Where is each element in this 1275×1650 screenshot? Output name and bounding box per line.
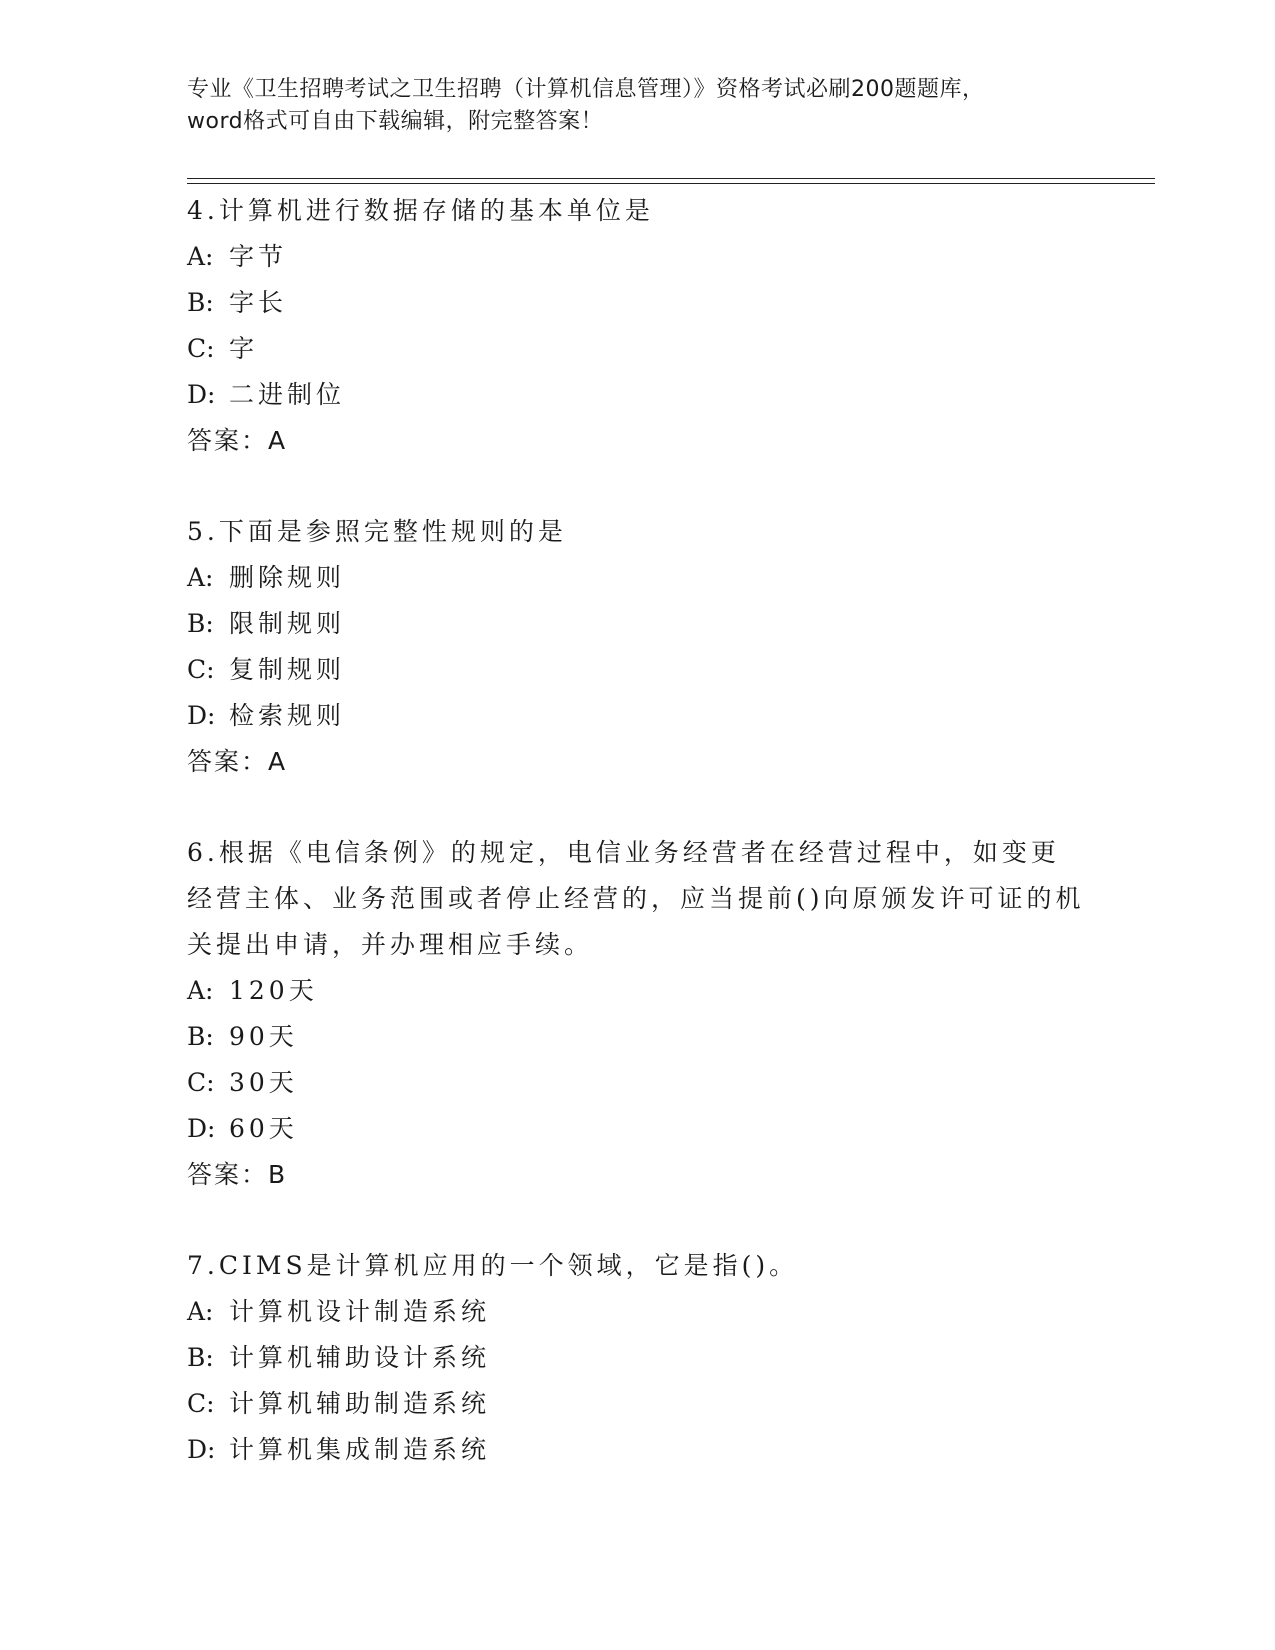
question-spacer: [187, 785, 1087, 830]
option-text: 复制规则: [229, 655, 346, 684]
header-divider-top: [187, 178, 1155, 179]
option-a: [187, 968, 1087, 1014]
option-a: [187, 555, 1087, 601]
option-text: 90天: [229, 1022, 298, 1051]
question-list: [187, 188, 1087, 1473]
option-letter: D:: [187, 1435, 216, 1464]
header-line-2: word格式可自由下载编辑，附完整答案！: [187, 109, 604, 134]
option-letter: B:: [187, 288, 214, 317]
option-text: 120天: [229, 976, 318, 1005]
option-text: 计算机设计制造系统: [229, 1297, 491, 1326]
question-spacer: [187, 1198, 1087, 1243]
option-d: [187, 1106, 1087, 1152]
option-letter: A:: [187, 563, 214, 592]
option-b: [187, 1014, 1087, 1060]
option-letter: B:: [187, 1343, 214, 1372]
answer-line: 答案：B: [187, 1160, 288, 1189]
option-letter: B:: [187, 609, 214, 638]
option-c: [187, 1060, 1087, 1106]
option-d: [187, 693, 1087, 739]
option-b: [187, 601, 1087, 647]
option-text: 60天: [229, 1114, 298, 1143]
question-stem: 4.计算机进行数据存储的基本单位是: [187, 196, 654, 225]
question-4: [187, 188, 1087, 464]
option-text: 删除规则: [229, 563, 346, 592]
question-6: [187, 830, 1087, 1198]
option-text: 限制规则: [229, 609, 346, 638]
option-text: 字节: [229, 242, 288, 271]
option-letter: A:: [187, 976, 214, 1005]
option-text: 字长: [229, 288, 288, 317]
option-text: 字: [229, 334, 259, 363]
option-letter: D:: [187, 1114, 216, 1143]
option-c: [187, 647, 1087, 693]
option-b: [187, 280, 1087, 326]
question-spacer: [187, 464, 1087, 509]
option-a: [187, 234, 1087, 280]
option-letter: B:: [187, 1022, 214, 1051]
option-letter: C:: [187, 334, 215, 363]
option-text: 计算机辅助制造系统: [229, 1389, 491, 1418]
header-divider-bottom: [187, 183, 1155, 184]
option-c: [187, 1381, 1087, 1427]
option-text: 30天: [229, 1068, 298, 1097]
option-letter: C:: [187, 1068, 215, 1097]
answer-line: 答案：A: [187, 747, 288, 776]
option-letter: C:: [187, 1389, 215, 1418]
option-text: 检索规则: [229, 701, 346, 730]
option-b: [187, 1335, 1087, 1381]
option-a: [187, 1289, 1087, 1335]
option-d: [187, 1427, 1087, 1473]
question-stem: 6.根据《电信条例》的规定，电信业务经营者在经营过程中，如变更经营主体、业务范围或者停止经营的，应当提前()向原颁发许可证的机关提出申请，并办理相应手续。: [187, 838, 1085, 959]
question-5: [187, 509, 1087, 785]
option-letter: A:: [187, 1297, 214, 1326]
option-letter: A:: [187, 242, 214, 271]
option-letter: D:: [187, 380, 216, 409]
header-line-1: 专业《卫生招聘考试之卫生招聘（计算机信息管理）》资格考试必刷200题题库，: [187, 77, 985, 102]
option-letter: D:: [187, 701, 216, 730]
option-text: 计算机集成制造系统: [229, 1435, 491, 1464]
question-stem: 7.CIMS是计算机应用的一个领域，它是指()。: [187, 1251, 799, 1280]
option-c: [187, 326, 1087, 372]
option-text: 二进制位: [229, 380, 346, 409]
question-stem: 5.下面是参照完整性规则的是: [187, 517, 567, 546]
document-header: [187, 74, 1087, 138]
question-7: [187, 1243, 1087, 1473]
option-d: [187, 372, 1087, 418]
option-text: 计算机辅助设计系统: [229, 1343, 491, 1372]
answer-line: 答案：A: [187, 426, 288, 455]
option-letter: C:: [187, 655, 215, 684]
